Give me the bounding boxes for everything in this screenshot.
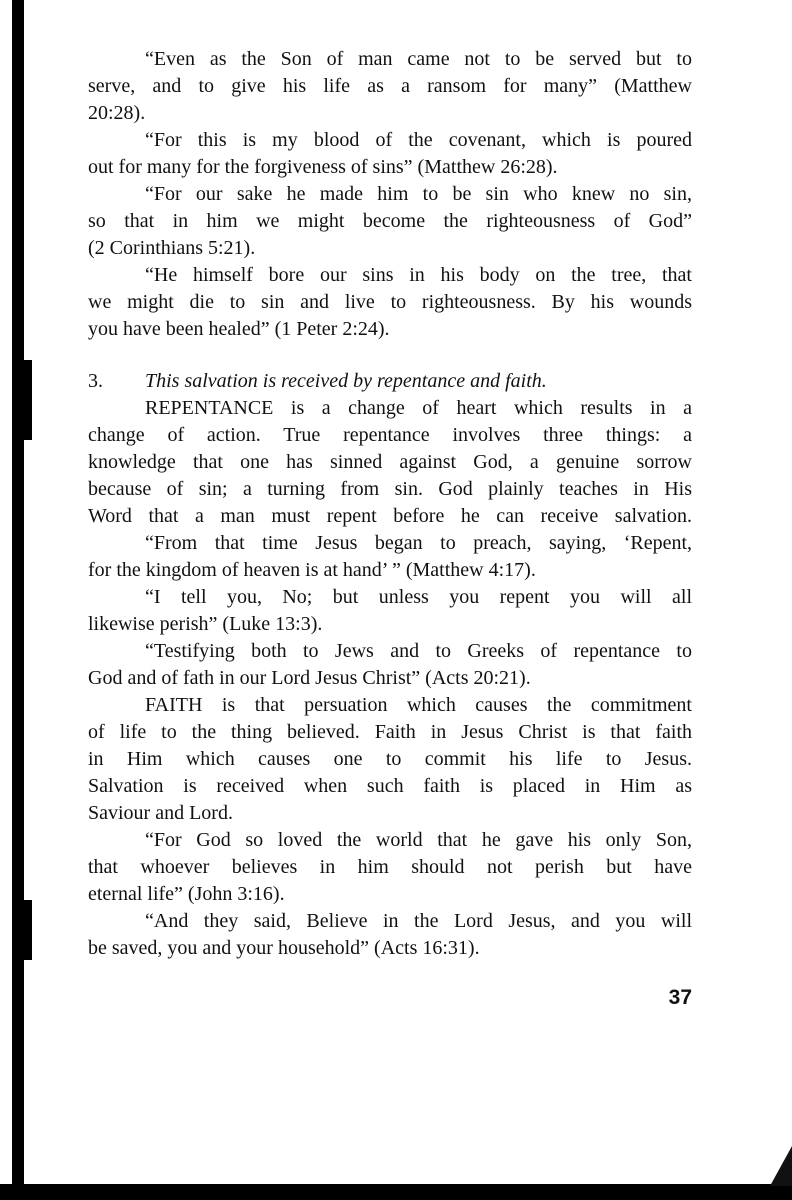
text-line: “For God so loved the world that he gave his only Son,: [145, 829, 692, 851]
scan-edge-bottom: [0, 1184, 792, 1200]
section-heading: [88, 368, 692, 395]
scan-corner-mark: [770, 1146, 792, 1186]
page-body: [88, 46, 692, 962]
text-line: “I tell you, No; but unless you repent you will all: [145, 586, 692, 608]
text-line: we might die to sin and live to righteousness. By his wounds: [88, 291, 692, 313]
text-line: Word that a man must repent before he can receive salvation.: [88, 505, 692, 527]
section-title: This salvation is received by repentance and faith.: [145, 370, 547, 392]
text-line: you have been healed” (1 Peter 2:24).: [88, 318, 390, 340]
text-line: “He himself bore our sins in his body on the tree, that: [145, 264, 692, 286]
text-line: “From that time Jesus began to preach, saying, ‘Repent,: [145, 532, 692, 554]
text-line: eternal life” (John 3:16).: [88, 883, 285, 905]
text-line: FAITH is that persuation which causes the commitment: [145, 694, 692, 716]
text-line: Saviour and Lord.: [88, 802, 233, 824]
text-line: change of action. True repentance involves three things: a: [88, 424, 692, 446]
text-line: (2 Corinthians 5:21).: [88, 237, 256, 259]
text-line: 20:28).: [88, 102, 146, 124]
text-line: so that in him we might become the righteousness of God”: [88, 210, 692, 232]
text-line: because of sin; a turning from sin. God plainly teaches in His: [88, 478, 692, 500]
scan-ink-mark: [24, 360, 32, 440]
scan-ink-mark: [24, 900, 32, 960]
text-line: God and of fath in our Lord Jesus Christ” (Acts 20:21).: [88, 667, 531, 689]
text-line: “For this is my blood of the covenant, which is poured: [145, 129, 692, 151]
text-line: be saved, you and your household” (Acts 16:31).: [88, 937, 480, 959]
text-line: REPENTANCE is a change of heart which results in a: [145, 397, 692, 419]
text-line: “Testifying both to Jews and to Greeks of repentance to: [145, 640, 692, 662]
text-line: “For our sake he made him to be sin who knew no sin,: [145, 183, 692, 205]
section-number: 3.: [88, 370, 103, 392]
text-line: “Even as the Son of man came not to be served but to: [145, 48, 692, 70]
text-line: serve, and to give his life as a ransom for many” (Matthew: [88, 75, 692, 97]
text-line: knowledge that one has sinned against God, a genuine sorrow: [88, 451, 692, 473]
text-line: out for many for the forgiveness of sins” (Matthew 26:28).: [88, 156, 558, 178]
text-line: for the kingdom of heaven is at hand’ ” (Matthew 4:17).: [88, 559, 536, 581]
text-line: Salvation is received when such faith is placed in Him as: [88, 775, 692, 797]
text-line: “And they said, Believe in the Lord Jesus, and you will: [145, 910, 692, 932]
text-line: in Him which causes one to commit his life to Jesus.: [88, 748, 692, 770]
text-line: that whoever believes in him should not perish but have: [88, 856, 692, 878]
blank-line: [88, 343, 692, 368]
scan-edge-left: [12, 0, 24, 1200]
text-line: likewise perish” (Luke 13:3).: [88, 613, 323, 635]
text-line: of life to the thing believed. Faith in Jesus Christ is that faith: [88, 721, 692, 743]
scripture-block-1: [88, 46, 692, 343]
repentance-faith-block: [88, 395, 692, 962]
page-number: 37: [668, 986, 692, 1009]
